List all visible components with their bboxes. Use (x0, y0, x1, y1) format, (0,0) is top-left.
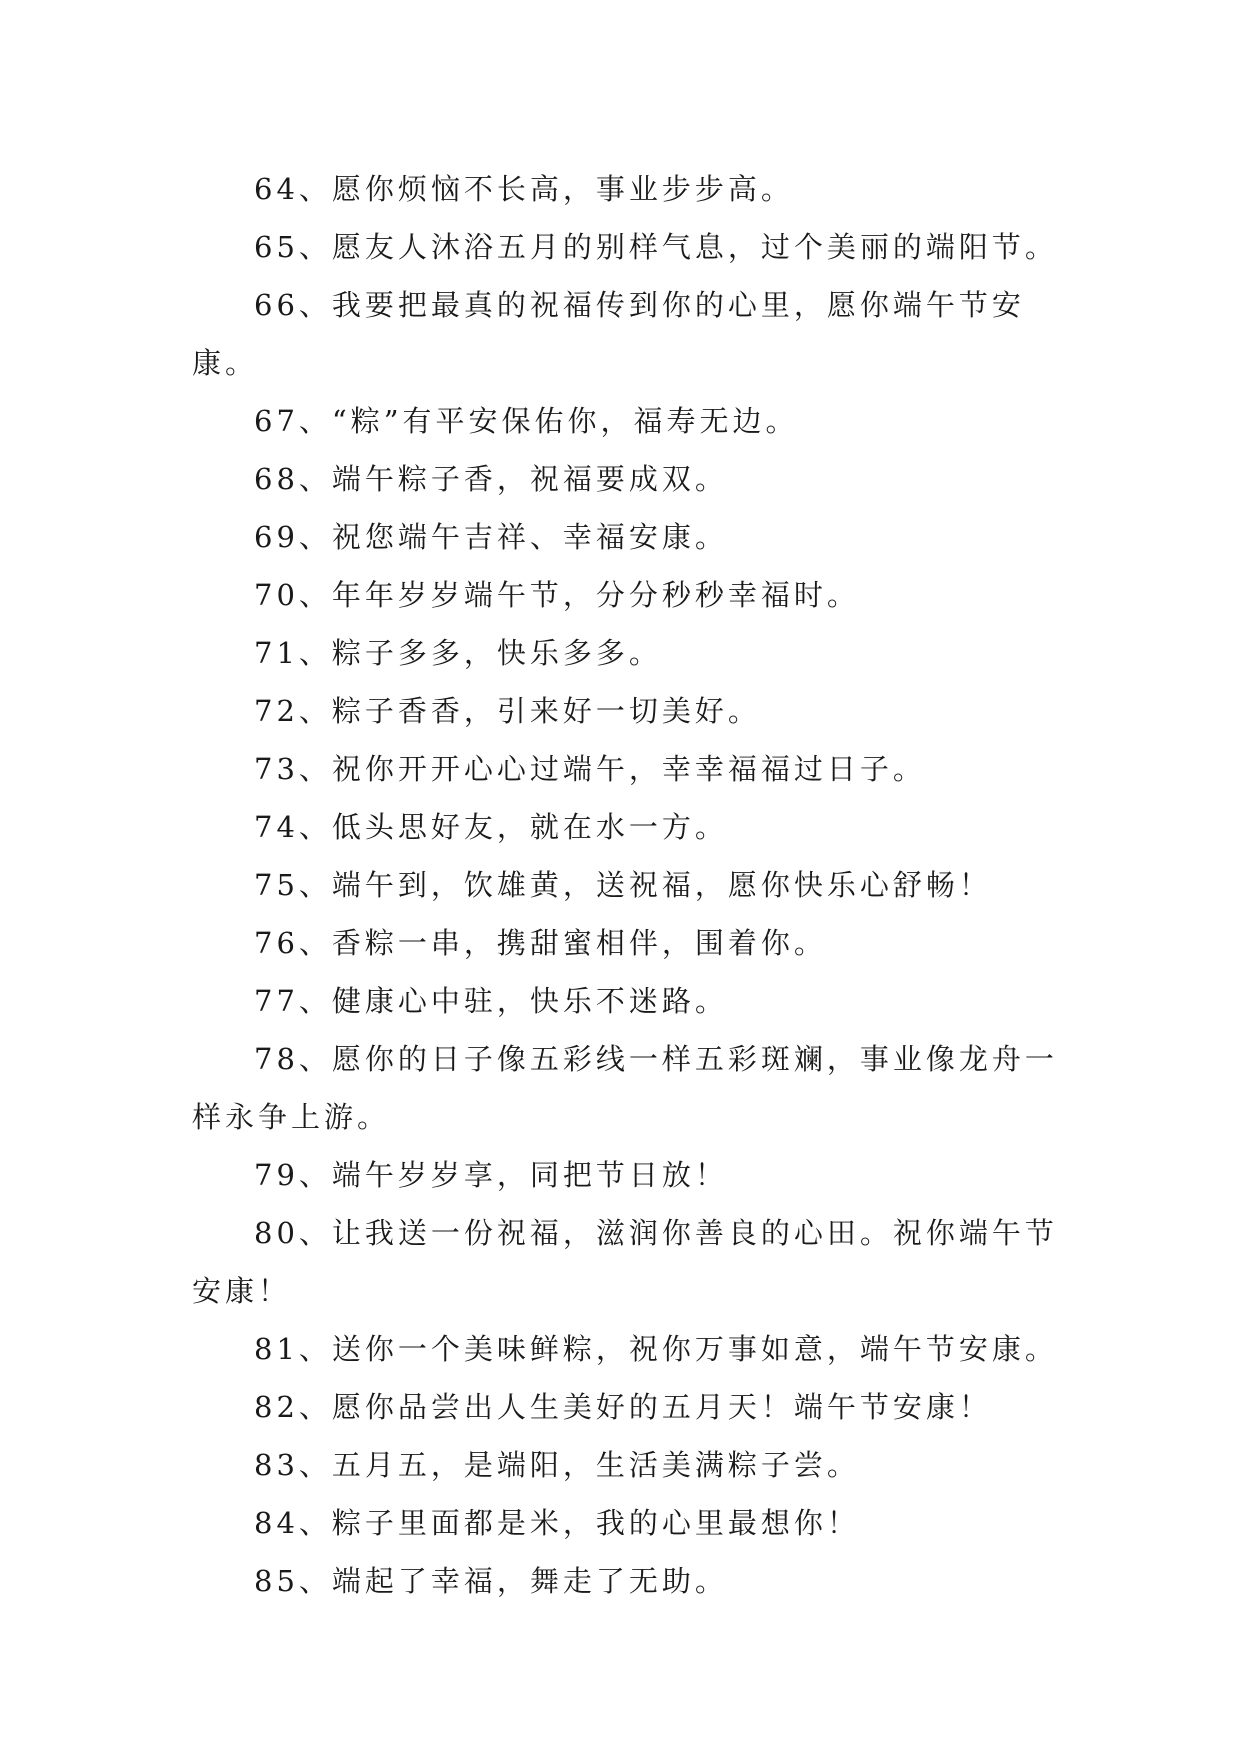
paragraph-77: 77、健康心中驻，快乐不迷路。 (254, 984, 728, 1018)
paragraph-67: 67、“粽”有平安保佑你，福寿无边。 (254, 404, 799, 438)
paragraph-66: 66、我要把最真的祝福传到你的心里，愿你端午节安康。 (192, 288, 1025, 380)
paragraph-64: 64、愿你烦恼不长高，事业步步高。 (254, 172, 794, 206)
paragraph-69: 69、祝您端午吉祥、幸福安康。 (254, 520, 728, 554)
paragraph-78: 78、愿你的日子像五彩线一样五彩斑斓，事业像龙舟一样永争上游。 (192, 1042, 1058, 1134)
document-body (192, 160, 1072, 1610)
paragraph-81: 81、送你一个美味鲜粽，祝你万事如意，端午节安康。 (254, 1332, 1058, 1366)
paragraph-65: 65、愿友人沐浴五月的别样气息，过个美丽的端阳节。 (254, 230, 1058, 264)
paragraph-70: 70、年年岁岁端午节，分分秒秒幸福时。 (254, 578, 860, 612)
paragraph-76: 76、香粽一串，携甜蜜相伴，围着你。 (254, 926, 827, 960)
paragraph-75: 75、端午到，饮雄黄，送祝福，愿你快乐心舒畅！ (254, 868, 992, 902)
paragraph-82: 82、愿你品尝出人生美好的五月天！端午节安康！ (254, 1390, 992, 1424)
paragraph-79: 79、端午岁岁享，同把节日放！ (254, 1158, 728, 1192)
paragraph-71: 71、粽子多多，快乐多多。 (254, 636, 662, 670)
paragraph-84: 84、粽子里面都是米，我的心里最想你！ (254, 1506, 860, 1540)
paragraph-73: 73、祝你开开心心过端午，幸幸福福过日子。 (254, 752, 926, 786)
paragraph-83: 83、五月五，是端阳，生活美满粽子尝。 (254, 1448, 860, 1482)
paragraph-72: 72、粽子香香，引来好一切美好。 (254, 694, 761, 728)
paragraph-74: 74、低头思好友，就在水一方。 (254, 810, 728, 844)
paragraph-85: 85、端起了幸福，舞走了无助。 (254, 1564, 728, 1598)
paragraph-80: 80、让我送一份祝福，滋润你善良的心田。祝你端午节安康！ (192, 1216, 1058, 1308)
paragraph-68: 68、端午粽子香，祝福要成双。 (254, 462, 728, 496)
